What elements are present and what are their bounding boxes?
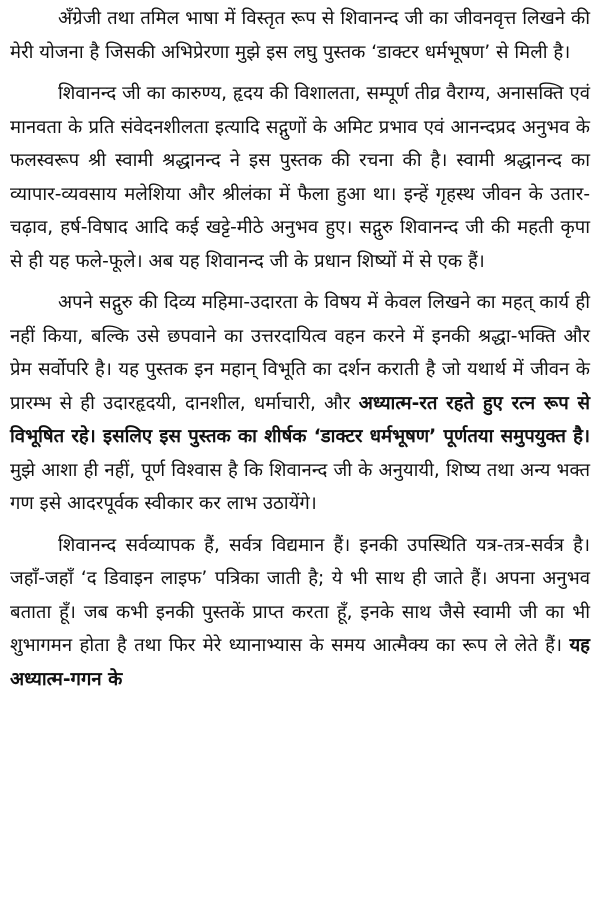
paragraph-1	[10, 2, 590, 69]
paragraph-2	[10, 77, 590, 278]
paragraph-3-text-end: मुझे आशा ही नहीं, पूर्ण विश्वास है कि शिवानन्द जी के अनुयायी, शिष्य तथा अन्य भक्त गण इसे आदरपूर्वक स्वीकार कर लाभ उठायेंगे।	[10, 459, 590, 514]
paragraph-3-bold-text: अध्यात्म-रत रहते हुए रत्न रूप से विभूषित रहे। इसलिए इस पुस्तक का शीर्षक ‘डाक्टर धर्मभूषण’ पूर्णतया समुपयुक्त है।	[10, 392, 590, 447]
paragraph-4	[10, 529, 590, 697]
paragraph-2-text: शिवानन्द जी का कारुण्य, हृदय की विशालता, सम्पूर्ण तीव्र वैराग्य, अनासक्ति एवं मानवता के प्रति संवेदनशीलता इत्यादि सद्गुणों के अमिट प्रभाव एवं आनन्दप्रद अनुभव के फलस्वरूप श्री स्वामी श्रद्धानन्द ने इस पुस्तक की रचना की है। स्वामी श्रद्धानन्द का व्यापार-व्यवसाय मलेशिया और श्रीलंका में फैला हुआ था। इन्हें गृहस्थ जीवन के उतार-चढ़ाव, हर्ष-विषाद आदि कई खट्टे-मीठे अनुभव हुए। सद्गुरु शिवानन्द जी की महती कृपा से ही यह फले-फूले। अब यह शिवानन्द जी के प्रधान शिष्यों में से एक हैं।	[10, 83, 590, 272]
paragraph-1-text: अँग्रेजी तथा तमिल भाषा में विस्तृत रूप से शिवानन्द जी का जीवनवृत्त लिखने की मेरी योजना है जिसकी अभिप्रेरणा मुझे इस लघु पुस्तक ‘डाक्टर धर्मभूषण’ से मिली है।	[10, 8, 590, 63]
paragraph-4-bold-text: यह अध्यात्म-गगन के	[10, 635, 590, 690]
paragraph-3-text: अपने सद्गुरु की दिव्य महिमा-उदारता के विषय में केवल लिखने का महत् कार्य ही नहीं किया, बल्कि उसे छपवाने का उत्तरदायित्व वहन करने में इनकी श्रद्धा-भक्ति और प्रेम सर्वोपरि है। यह पुस्तक इन महान् विभूति का दर्शन कराती है जो यथार्थ में जीवन के प्रारम्भ से ही उदारहृदयी, दानशील, धर्माचारी, और	[10, 292, 590, 414]
paragraph-3	[10, 286, 590, 521]
paragraph-4-text: शिवानन्द सर्वव्यापक हैं, सर्वत्र विद्यमान हैं। इनकी उपस्थिति यत्र-तत्र-सर्वत्र है। जहाँ-जहाँ ‘द डिवाइन लाइफ’ पत्रिका जाती है; ये भी साथ ही जाते हैं। अपना अनुभव बताता हूँ। जब कभी इनकी पुस्तकें प्राप्त करता हूँ, इनके साथ जैसे स्वामी जी का भी शुभागमन होता है तथा फिर मेरे ध्यानाभ्यास के समय आत्मैक्य का रूप ले लेते हैं।	[10, 534, 590, 656]
